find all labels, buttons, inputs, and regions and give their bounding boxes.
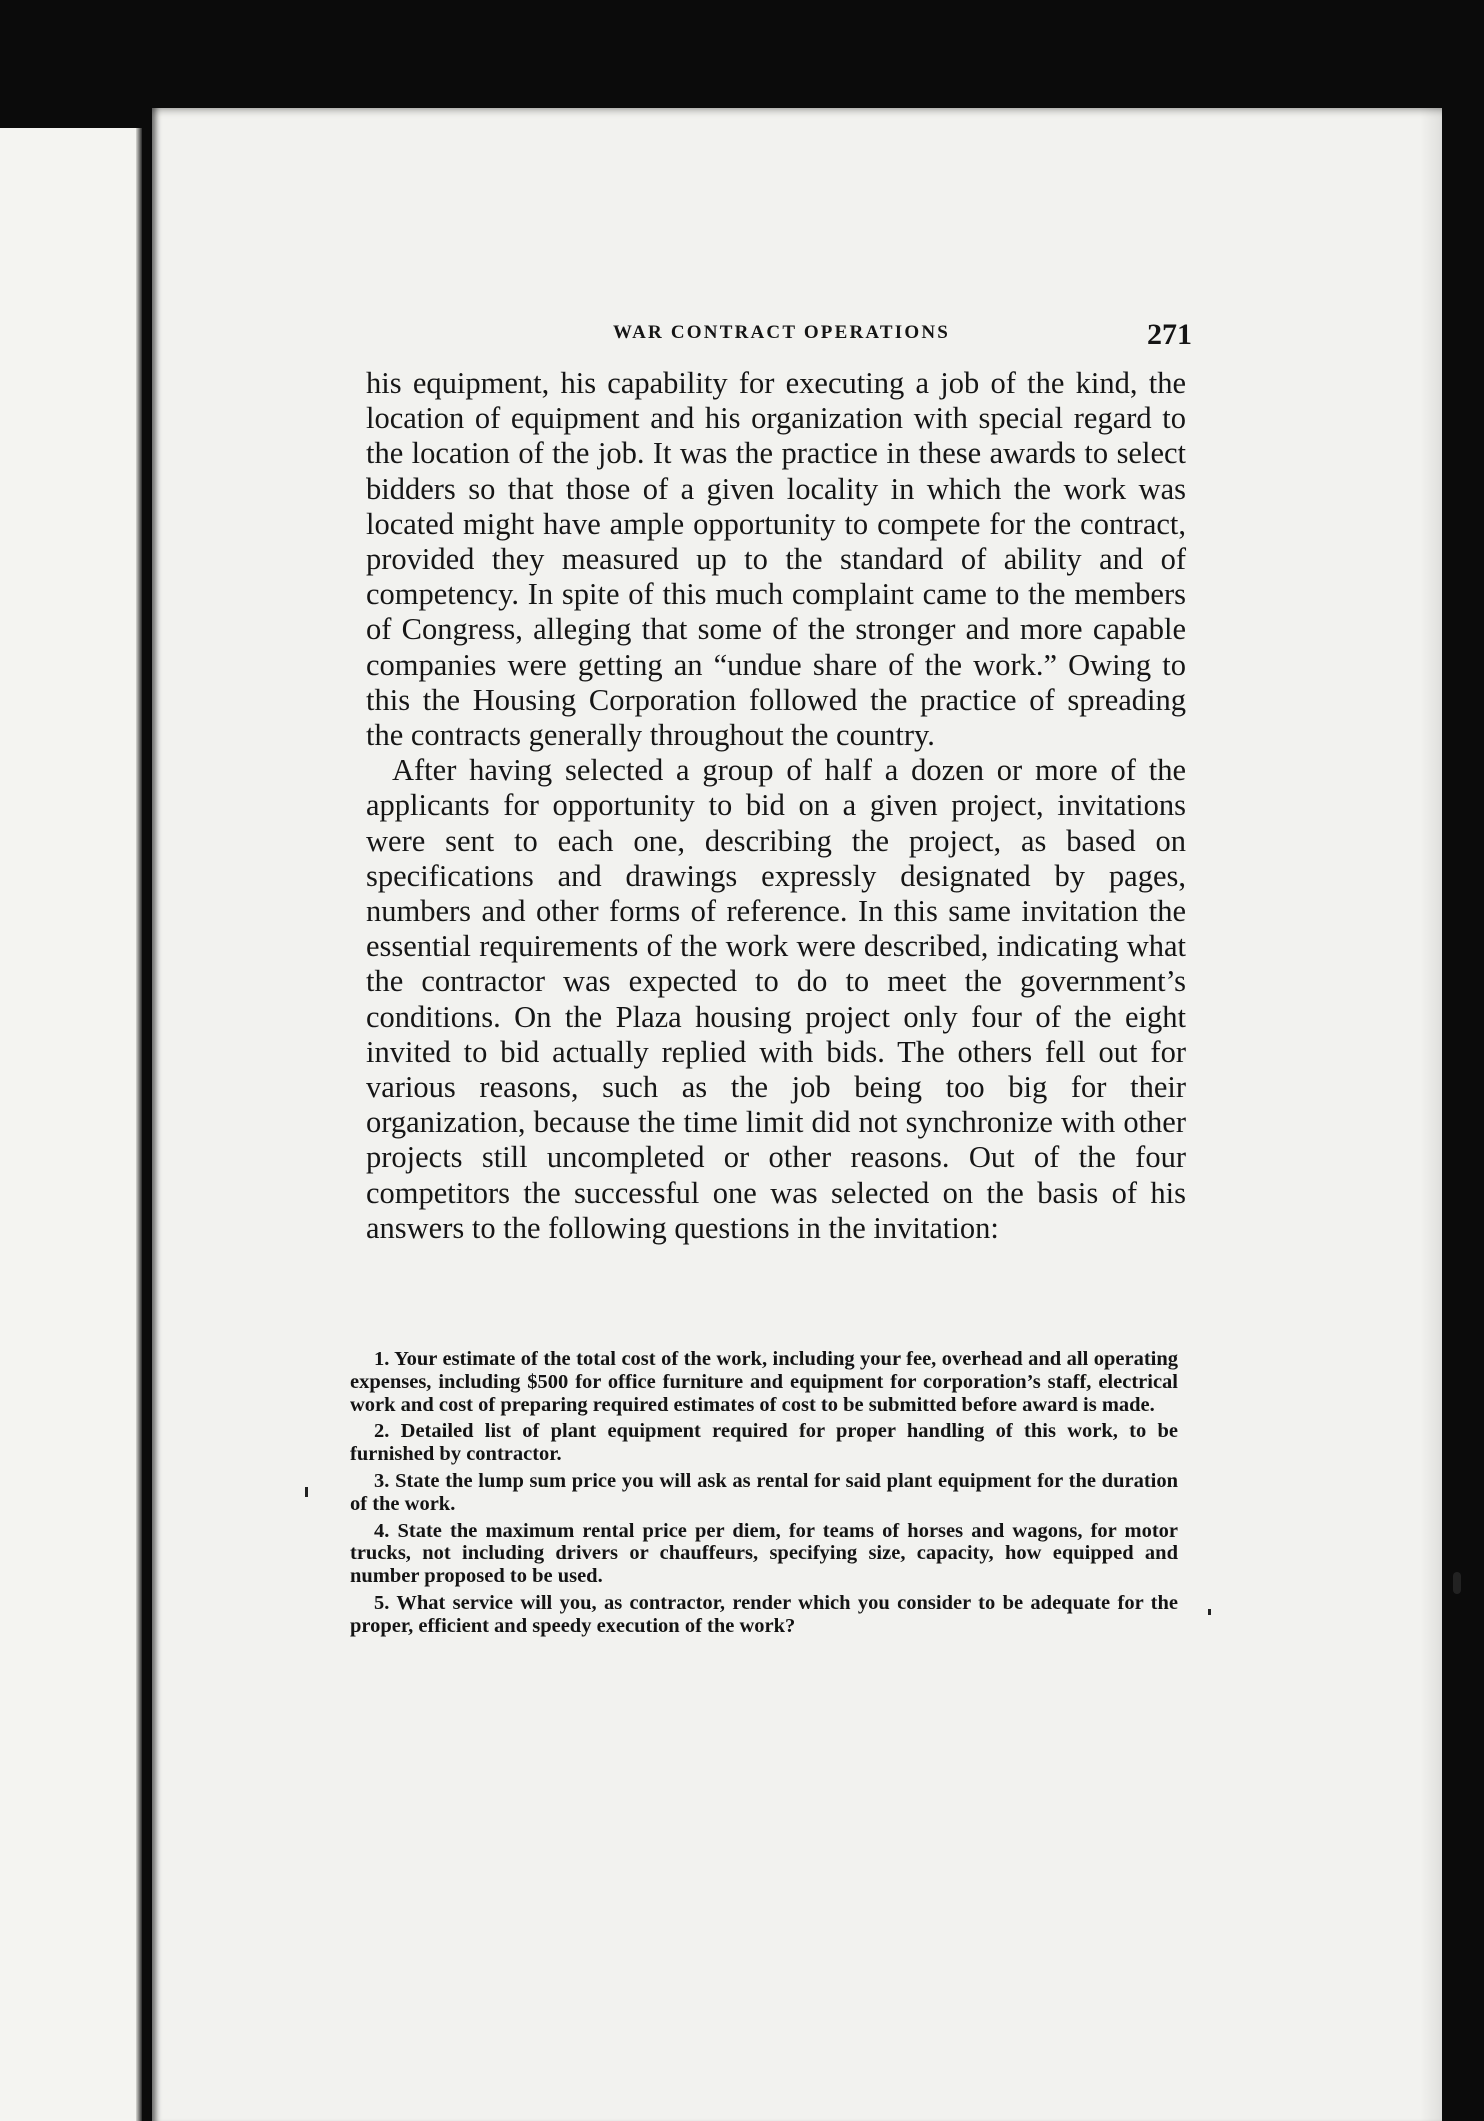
body-text (366, 366, 1186, 1246)
running-head-title: WAR CONTRACT OPERATIONS (613, 322, 951, 343)
scan-speck (1208, 1609, 1211, 1615)
invitation-questions-list (350, 1348, 1178, 1642)
scan-speck (1453, 1572, 1461, 1594)
page-shading (1420, 108, 1442, 2121)
left-page-edge-strip (0, 128, 142, 2121)
question-item: 5. What service will you, as contractor, render which you consider to be adequate for the proper, efficient and speedy execution of the work? (350, 1591, 1178, 1637)
question-item: 3. State the lump sum price you will ask as rental for said plant equipment for the duration of the work. (350, 1469, 1178, 1515)
paragraph: After having selected a group of half a dozen or more of the applicants for opportunity to bid on a given project, invitations were sent to each one, describing the project, as based on specifications and drawings expressly designated by pages, numbers and other forms of reference. In this same invitation the essential requirements of the work were described, indicating what the contractor was expected to do to meet the government’s conditions. On the Plaza housing project only four of the eight invited to bid actually replied with bids. The others fell out for various reasons, such as the job being too big for their organization, because the time limit did not synchronize with other projects still uncompleted or other reasons. Out of the four competitors the successful one was selected on the basis of his answers to the following questions in the invitation: (366, 753, 1186, 1245)
book-gutter (136, 128, 142, 2121)
question-item: 2. Detailed list of plant equipment required for proper handling of this work, to be furnished by contractor. (350, 1420, 1178, 1466)
page-number: 271 (1147, 318, 1192, 351)
paragraph: his equipment, his capability for executing a job of the kind, the location of equipment and his organization with special regard to the location of the job. It was the practice in these awards to select bidders so that those of a given locality in which the work was located might have ample opportunity to compete for the contract, provided they measured up to the standard of ability and of competency. In spite of this much complaint came to the members of Congress, alleging that some of the stronger and more capable companies were getting an “undue share of the work.” Owing to this the Housing Corporation followed the practice of spreading the contracts generally throughout the country. (366, 366, 1186, 753)
running-head (456, 318, 1192, 358)
scan-speck (305, 1487, 308, 1497)
question-item: 1. Your estimate of the total cost of the work, including your fee, overhead and all operating expenses, including $500 for office furniture and equipment for corporation’s staff, electrical work and cost of preparing required estimates of cost to be submitted before award is made. (350, 1348, 1178, 1416)
question-item: 4. State the maximum rental price per diem, for teams of horses and wagons, for motor trucks, not including drivers or chauffeurs, specifying size, capacity, how equipped and number proposed to be used. (350, 1519, 1178, 1588)
